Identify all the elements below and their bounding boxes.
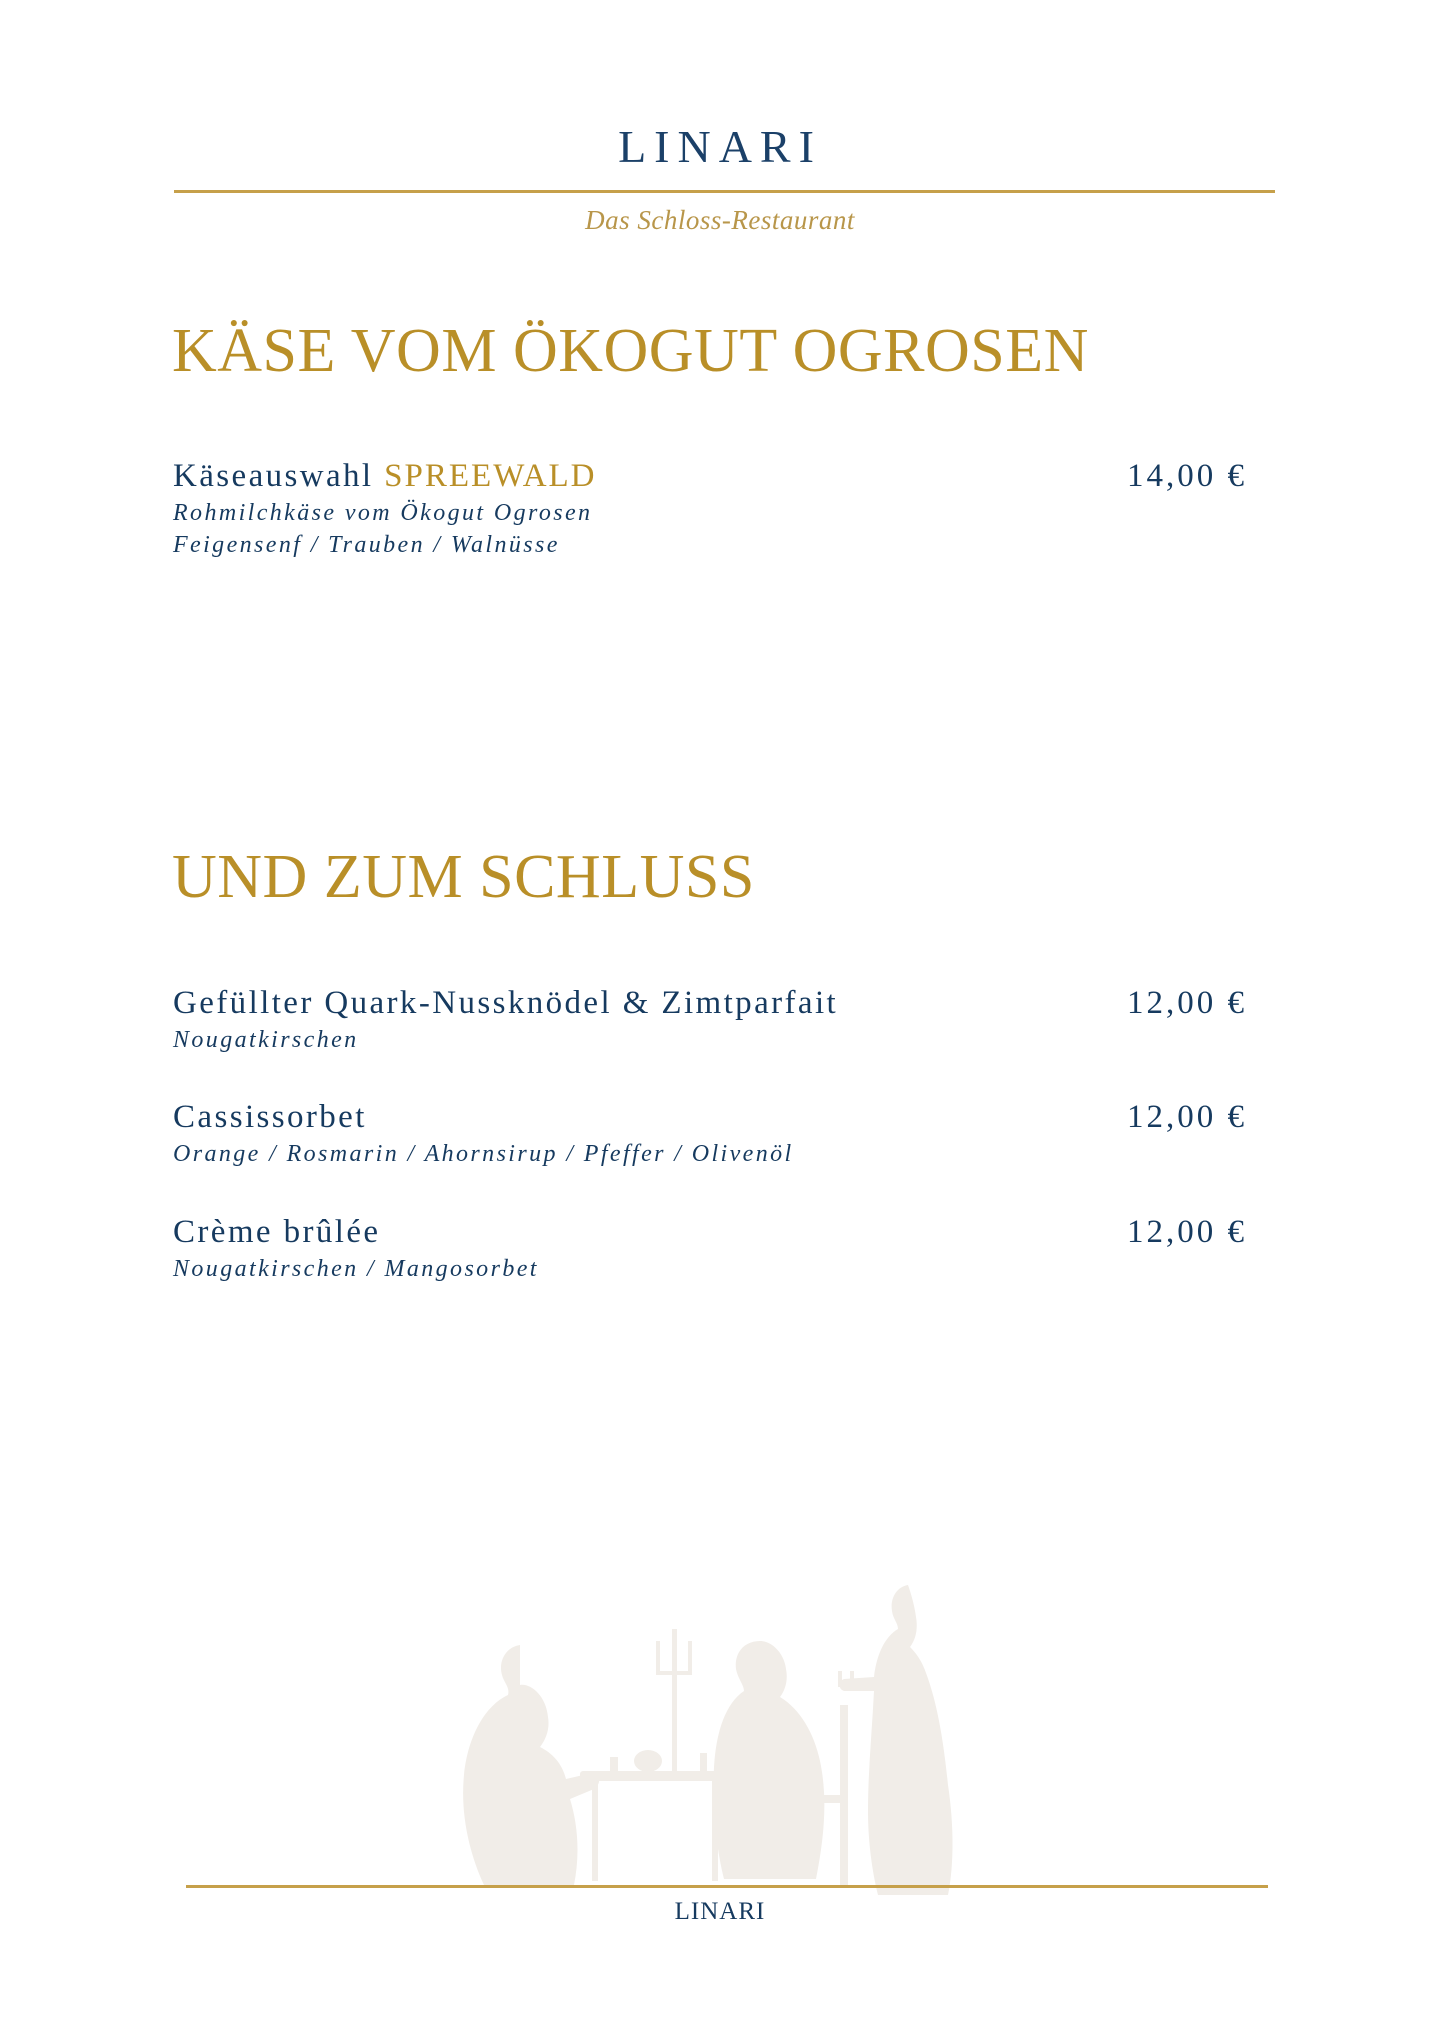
tagline: Das Schloss-Restaurant [585,205,855,235]
menu-item-description: Orange / Rosmarin / Ahornsirup / Pfeffer / Olivenöl [173,1141,794,1167]
menu-item-price: 12,00 € [1127,1214,1247,1250]
header-divider [174,190,1275,193]
menu-item-price: 12,00 € [1127,1099,1247,1135]
footer-divider [186,1885,1268,1888]
footer-brand: LINARI [674,1898,766,1925]
menu-item-name: Cassissorbet [173,1099,367,1135]
section-title-dessert: UND ZUM SCHLUSS [172,843,755,911]
menu-item-description: Feigensenf / Trauben / Walnüsse [173,532,560,558]
menu-item-description: Nougatkirschen / Mangosorbet [173,1256,539,1282]
menu-item-name: Gefüllter Quark-Nussknödel & Zimtparfait [173,985,839,1021]
menu-item-name: Crème brûlée [173,1214,381,1250]
menu-item-name-text: Käseauswahl [173,458,374,494]
dining-scene-illustration [460,1575,1000,1895]
menu-item-description: Rohmilchkäse vom Ökogut Ogrosen [173,500,593,526]
menu-item-name [173,460,597,493]
section-title-cheese: KÄSE VOM ÖKOGUT OGROSEN [172,317,1089,385]
brand-logo: LINARI [618,121,822,172]
menu-item-price: 14,00 € [1127,458,1247,494]
menu-item-description: Nougatkirschen [173,1027,359,1053]
menu-item-price: 12,00 € [1127,985,1247,1021]
menu-item-name-accent: SPREEWALD [384,458,597,494]
